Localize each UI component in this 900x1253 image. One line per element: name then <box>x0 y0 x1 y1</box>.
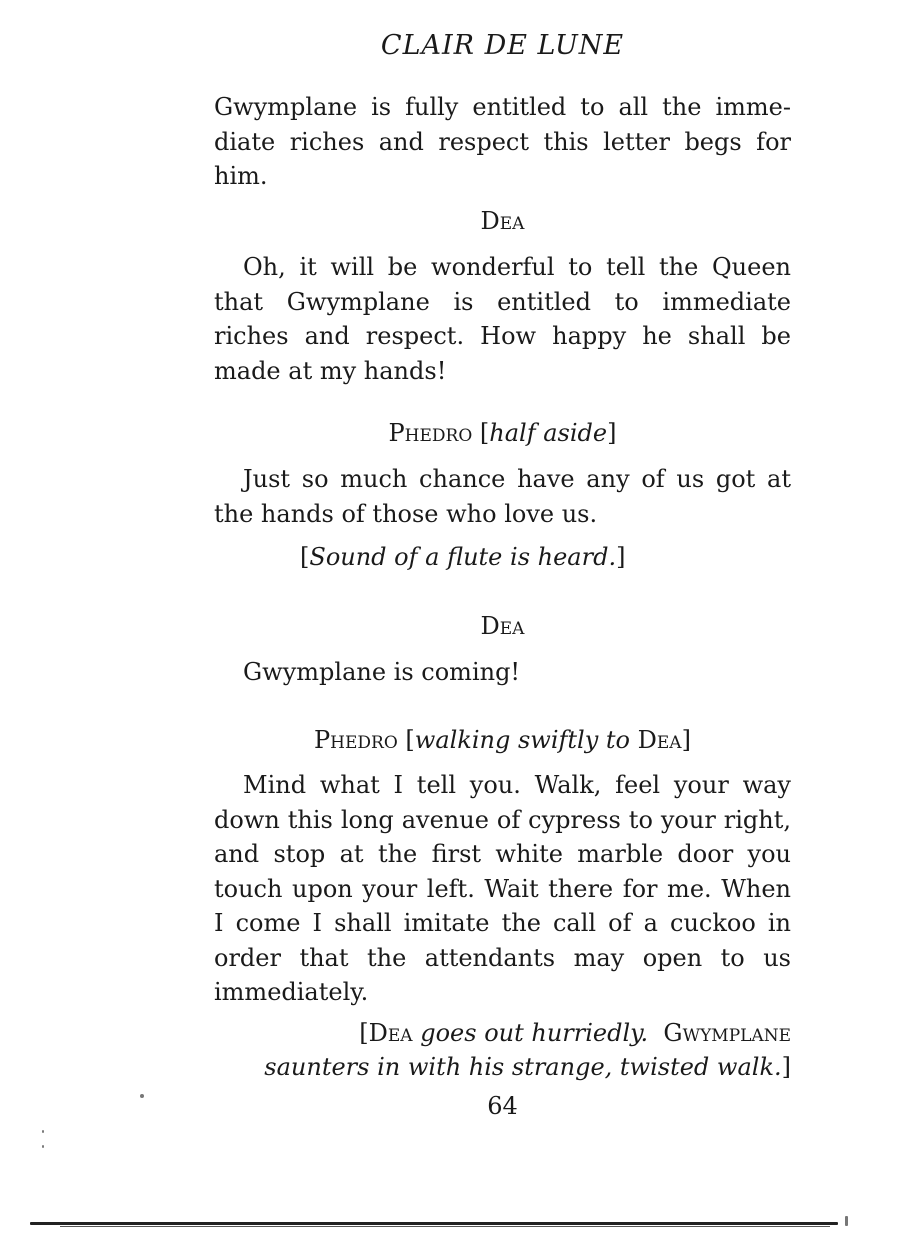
speaker-name: Dea <box>480 207 525 235</box>
page-number: 64 <box>487 1092 518 1120</box>
dialogue-phedro-chance <box>214 462 791 531</box>
speaker-phedro-aside: Phedro [half aside] <box>388 419 617 447</box>
running-head: CLAIR DE LUNE <box>380 30 625 61</box>
paragraph-text: Just so much chance have any of us got at the hands of those who love us. <box>214 465 791 528</box>
stage-direction: half aside <box>489 419 608 447</box>
speck <box>42 1145 44 1148</box>
paragraph-text: Oh, it will be wonderful to tell the Queen that Gwymplane is entitled to immediate riches and respect. How happy he shall be made at my hands! <box>214 253 791 385</box>
stage-direction-flute: [Sound of a flute is heard.] <box>300 543 626 571</box>
speck <box>42 1130 44 1133</box>
paragraph-text: Mind what I tell you. Walk, feel your way down this long avenue of cypress to your right, and stop at the first white marble door you touch upon your left. Wait there for me. When I come I shall imitate the call of a cuckoo in order that the attendants may open to us immediately. <box>214 771 791 1006</box>
dialogue-gwymplane-entitled <box>214 90 791 194</box>
speaker-name: Phedro <box>388 419 473 447</box>
paragraph-text: Gwymplane is fully entitled to all the imme-diate riches and respect this letter begs for him. <box>214 93 791 190</box>
stage-direction-text: saunters in with his strange, twisted walk. <box>264 1053 782 1081</box>
speck <box>845 1216 848 1226</box>
dialogue-phedro-instructions <box>214 768 791 1010</box>
speaker-dea-2 <box>214 609 791 643</box>
stage-direction-exit: [Dea goes out hurriedly. Gwymplane saunters in with his strange, twisted walk.] <box>264 1019 791 1081</box>
stage-direction: walking swiftly to <box>414 726 630 754</box>
speck <box>140 1094 144 1098</box>
paragraph-text: Gwymplane is coming! <box>243 658 521 686</box>
speaker-target: Dea <box>637 726 682 754</box>
speaker-name: Dea <box>480 612 525 640</box>
stage-direction-text: Sound of a flute is heard. <box>309 543 617 571</box>
dialogue-dea-queen <box>214 250 791 388</box>
character-name: Dea <box>368 1019 413 1047</box>
speaker-name: Phedro <box>314 726 398 754</box>
speaker-phedro-walking: Phedro [walking swiftly to Dea] <box>314 726 691 754</box>
dialogue-dea-coming <box>214 655 791 690</box>
page-edge-line <box>30 1222 838 1225</box>
stage-direction-text: goes out hurriedly. <box>420 1019 649 1047</box>
speaker-dea <box>214 204 791 238</box>
page-edge-shadow <box>60 1226 830 1227</box>
character-name: Gwymplane <box>663 1019 791 1047</box>
